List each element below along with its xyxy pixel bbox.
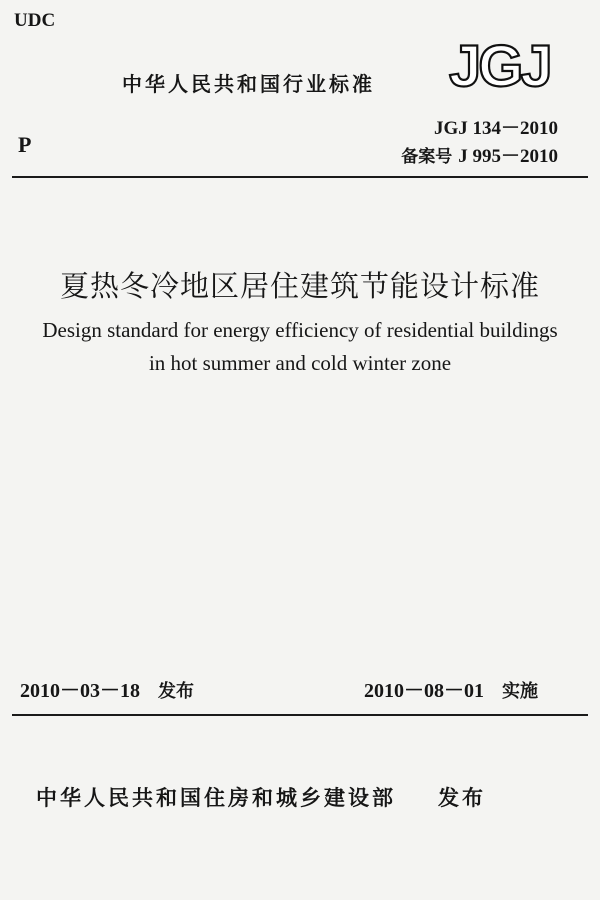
- implement-date-block: [364, 674, 538, 703]
- jgj-logo: [446, 34, 562, 94]
- issue-date-block: [20, 674, 194, 703]
- title-chinese: 夏热冬冷地区居住建筑节能设计标准: [59, 269, 540, 303]
- classification-letter: P: [18, 132, 32, 157]
- publisher-action: 发布: [438, 786, 486, 810]
- top-divider: [12, 176, 588, 178]
- implement-date: 2010－08－01: [364, 680, 484, 702]
- industry-standard-title: 中华人民共和国行业标准: [122, 72, 375, 96]
- record-number-line: [401, 141, 558, 168]
- standard-code: JGJ 134－2010: [433, 118, 558, 139]
- issue-date: 2010－03－18: [20, 680, 140, 702]
- title-english-line2: in hot summer and cold winter zone: [148, 351, 452, 375]
- bottom-divider: [12, 714, 588, 716]
- issue-label: 发布: [158, 681, 194, 702]
- logo-outline-text: JGJ: [449, 34, 550, 94]
- record-label: 备案号: [401, 147, 453, 167]
- publisher-line: [36, 782, 486, 812]
- title-english-line1: Design standard for energy efficiency of residential buildings: [42, 318, 558, 342]
- implement-label: 实施: [502, 681, 538, 702]
- udc-label: UDC: [14, 10, 56, 31]
- publisher-name: 中华人民共和国住房和城乡建设部: [36, 786, 396, 810]
- jgj-logo-graphic: [446, 34, 562, 94]
- record-number: J 995－2010: [458, 146, 558, 167]
